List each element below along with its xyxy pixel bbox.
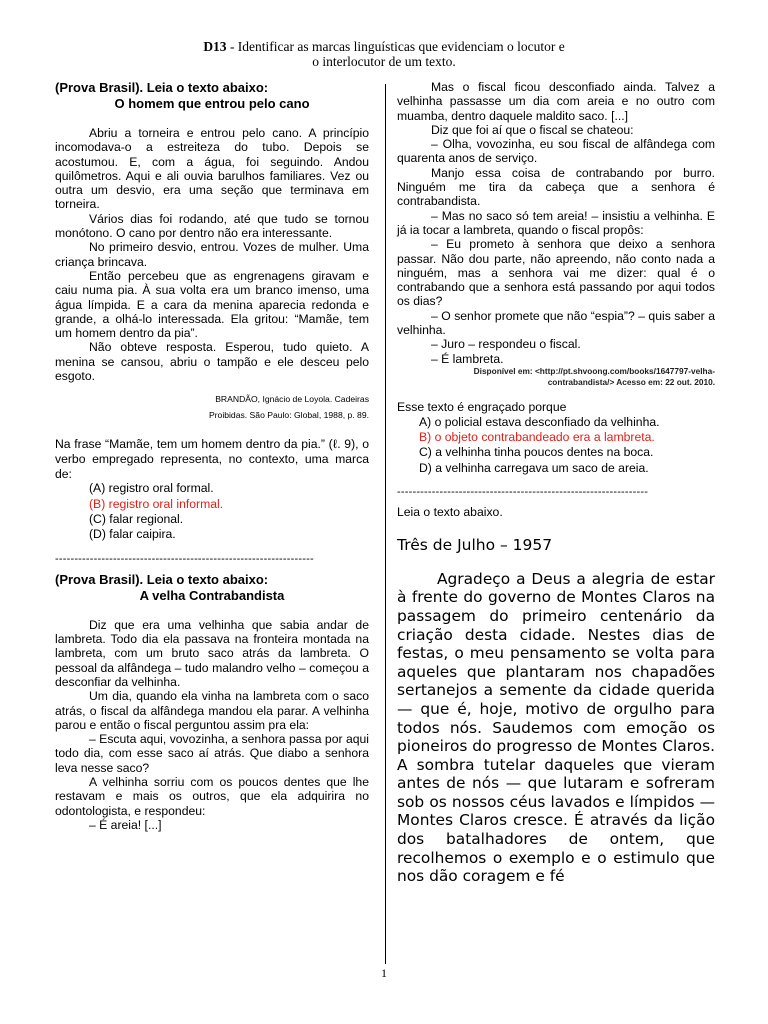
story-2-paragraph: – É lambreta.	[431, 351, 504, 366]
header-line-1	[0, 39, 768, 54]
story-2-paragraph: Diz que era uma velhinha que sabia andar de lambreta. Todo dia ela passava na fronteira montada na lambreta, com um bruto saco atrás da lambreta. O pessoal da alfândega – tudo malandro velho – começou a desconfiar da velhinha.	[55, 617, 369, 689]
story-2-paragraph: Manjo essa coisa de contrabando por burro. Ninguém me tira da cabeça que a senhora é contrabandista.	[397, 165, 715, 209]
story-2-paragraph: – Olha, vovozinha, eu sou fiscal de alfândega com quarenta anos de serviço.	[397, 137, 715, 166]
reference-line-2: Proibidas. São Paulo: Global, 1988, p. 89.	[208, 410, 369, 421]
story-1-paragraph: Não obteve resposta. Esperou, tudo quieto. A menina se cansou, abriu o tampão e ele desceu pelo esgoto.	[55, 340, 369, 384]
descriptor-text: - Identificar as marcas linguísticas que evidenciam o locutor e	[226, 39, 565, 54]
source-line-1: Disponível em: <http://pt.shvoong.com/books/1647797-velha-	[473, 365, 715, 376]
question-1-option-d: (D) falar caipira.	[89, 527, 176, 542]
story-1-title: O homem que entrou pelo cano	[114, 96, 310, 111]
question-2-heading: (Prova Brasil). Leia o texto abaixo:	[55, 571, 269, 587]
question-2-option-b: B) o objeto contrabandeado era a lambreta.	[419, 429, 655, 444]
header-line-2: o interlocutor de um texto.	[312, 54, 456, 69]
story-2-paragraph: – Eu prometo à senhora que deixo a senhora passar. Não dou parte, não apreendo, não conto nada a ninguém, mas a senhora vai me dizer: qual é o contrabando que a senhora está passando por aqui todos os dias?	[397, 237, 715, 309]
question-2-option-d: D) a velhinha carregava um saco de areia.	[419, 460, 649, 475]
story-2-paragraph: Diz que foi aí que o fiscal se chateou:	[431, 122, 634, 137]
left-column	[55, 80, 369, 832]
question-1-heading: (Prova Brasil). Leia o texto abaixo:	[55, 80, 269, 95]
reference-line-1: BRANDÃO, Ignácio de Loyola. Cadeiras	[215, 394, 369, 405]
question-2-text: Esse texto é engraçado porque	[397, 399, 567, 414]
story-1-paragraph: Vários dias foi rodando, até que tudo se tornou monótono. O cano por dentro não era interessante.	[55, 211, 369, 241]
story-2-source	[397, 366, 715, 388]
story-3-title: Três de Julho – 1957	[397, 535, 553, 554]
story-2-paragraph: – Mas no saco só tem areia! – insistiu a velhinha. E já ia tocar a lambreta, quando o fiscal propôs:	[397, 208, 715, 237]
story-1-reference	[55, 391, 369, 423]
header	[0, 39, 768, 69]
story-2-paragraph: A velhinha sorriu com os poucos dentes que lhe restavam e mais os outros, que ela adquirira no odontologista, e respondeu:	[55, 775, 369, 818]
story-2-paragraph: – Juro – respondeu o fiscal.	[431, 337, 581, 352]
descriptor-code: D13	[203, 39, 227, 54]
story-3-text: Agradeço a Deus a alegria de estar à frente do governo de Montes Claros na passagem do primeiro centenário da criação desta cidade. Nestes dias de festas, o meu pensamento se volta para aqueles que plantaram nos chapadões sertanejos a semente da cidade querida — que é, hoje, motivo de orgulho para todos nós. Saudemos com emoção os pioneiros do progresso de Montes Claros. A sombra tutelar daqueles que vieram antes de nós — que lutaram e sofreram sob os nossos céus lavados e límpidos — Montes Claros cresce. É através da lição dos batalhadores de ontem, que recolhemos o exemplo e o estimulo que nos dão coragem e fé	[397, 569, 715, 886]
question-1-option-b: (B) registro oral informal.	[89, 496, 224, 511]
story-2-paragraph: – Escuta aqui, vovozinha, a senhora passa por aqui todo dia, com esse saco aí atrás. Que diabo a senhora leva nesse saco?	[55, 732, 369, 775]
story-2-paragraph: Um dia, quando ela vinha na lambreta com o saco atrás, o fiscal da alfândega mandou ela parar. A velhinha parou e então o fiscal perguntou assim pra ela:	[55, 689, 369, 732]
source-line-2: contrabandista/> Acesso em: 22 out. 2010.	[547, 376, 715, 387]
story-2-title: A velha Contrabandista	[139, 587, 285, 603]
story-2-paragraph: – É areia! [...]	[89, 817, 162, 832]
instruction-text: Leia o texto abaixo.	[397, 505, 503, 520]
column-divider	[385, 84, 386, 964]
story-1-paragraph: No primeiro desvio, entrou. Vozes de mulher. Uma criança brincava.	[55, 240, 369, 269]
separator: -----------------------------------------------------------------	[397, 486, 649, 499]
right-column	[397, 80, 715, 886]
page-number: 1	[381, 966, 387, 980]
question-1-option-a: (A) registro oral formal.	[89, 481, 214, 496]
separator: -------------------------------------------------------------------	[55, 552, 314, 565]
question-1-text: Na frase “Mamãe, tem um homem dentro da pia.” (ℓ. 9), o verbo empregado representa, no contexto, uma marca de:	[55, 437, 369, 481]
story-2-paragraph: Mas o fiscal ficou desconfiado ainda. Talvez a velhinha passasse um dia com areia e no outro com muamba, dentro daquele maldito saco. [...]	[397, 80, 715, 123]
question-1-option-c: (C) falar regional.	[89, 511, 184, 526]
story-1-paragraph: Abriu a torneira e entrou pelo cano. A princípio incomodava-o a estreiteza do tubo. Depois se acostumou. E, com a água, foi seguindo. Andou quilômetros. Aqui e ali ouvia barulhos familiares. Vez ou outra um desvio, era uma seção que terminava em torneira.	[55, 126, 369, 212]
story-1-paragraph: Então percebeu que as engrenagens giravam e caiu numa pia. À sua volta era um branco imenso, uma água límpida. E a cara da menina aparecia redonda e grande, a olhá-lo interessada. Ela gritou: “Mamãe, tem um homem dentro da pia”.	[55, 268, 369, 341]
question-2-option-a: A) o policial estava desconfiado da velhinha.	[419, 414, 660, 429]
question-2-option-c: C) a velhinha tinha poucos dentes na boca.	[419, 445, 654, 460]
story-2-paragraph: – O senhor promete que não “espia”? – quis saber a velhinha.	[397, 308, 715, 338]
